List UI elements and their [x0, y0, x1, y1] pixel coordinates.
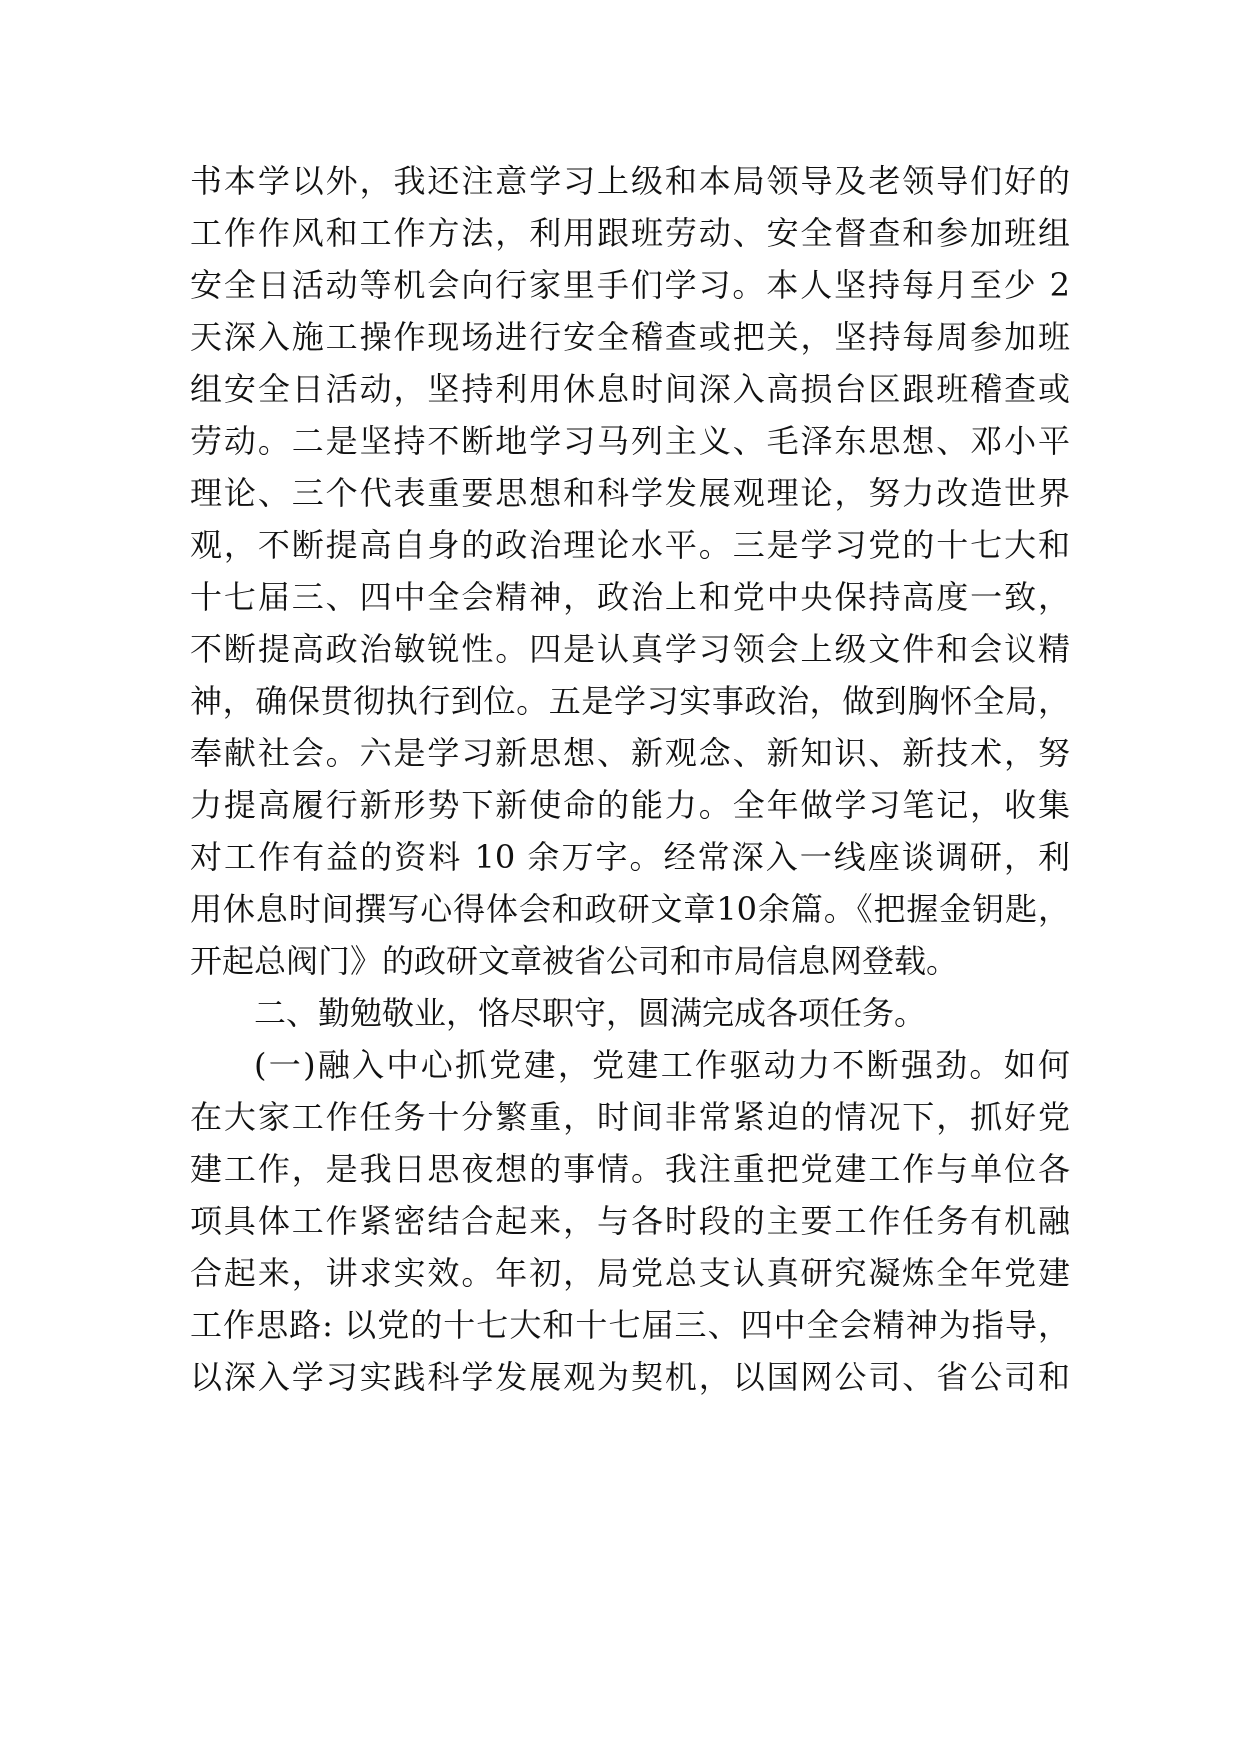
text-line: (一)融入中心抓党建，党建工作驱动力不断强劲。如何: [254, 1046, 1070, 1084]
text-line: 合起来，讲求实效。年初，局党总支认真研究凝炼全年党建: [190, 1254, 1070, 1292]
text-line: 项具体工作紧密结合起来，与各时段的主要工作任务有机融: [190, 1202, 1070, 1240]
text-line: 开起总阀门》的政研文章被省公司和市局信息网登载。: [190, 942, 959, 980]
text-line: 工作思路: 以党的十七大和十七届三、四中全会精神为指导，: [190, 1306, 1070, 1344]
text-line: 奉献社会。六是学习新思想、新观念、新知识、新技术，努: [190, 734, 1070, 772]
text-line: 以深入学习实践科学发展观为契机，以国网公司、省公司和: [190, 1358, 1070, 1396]
paragraph-party-building: [190, 1039, 1070, 1403]
heading-line: 二、勤勉敬业，恪尽职守，圆满完成各项任务。: [254, 994, 927, 1032]
text-line: 安全日活动等机会向行家里手们学习。本人坚持每月至少 2: [190, 266, 1070, 304]
text-line: 观，不断提高自身的政治理论水平。三是学习党的十七大和: [190, 526, 1070, 564]
text-line: 理论、三个代表重要思想和科学发展观理论，努力改造世界: [190, 474, 1070, 512]
text-line: 不断提高政治敏锐性。四是认真学习领会上级文件和会议精: [190, 630, 1070, 668]
text-line: 在大家工作任务十分繁重，时间非常紧迫的情况下，抓好党: [190, 1098, 1070, 1136]
paragraph-study: [190, 155, 1070, 987]
text-line: 工作作风和工作方法，利用跟班劳动、安全督查和参加班组: [190, 214, 1070, 252]
text-line: 建工作，是我日思夜想的事情。我注重把党建工作与单位各: [190, 1150, 1070, 1188]
text-line: 天深入施工操作现场进行安全稽查或把关，坚持每周参加班: [190, 318, 1070, 356]
text-line: 书本学以外，我还注意学习上级和本局领导及老领导们好的: [190, 162, 1070, 200]
section-heading: [190, 987, 1070, 1039]
text-line: 劳动。二是坚持不断地学习马列主义、毛泽东思想、邓小平: [190, 422, 1070, 460]
text-line: 对工作有益的资料 10 余万字。经常深入一线座谈调研，利: [190, 838, 1070, 876]
text-line: 十七届三、四中全会精神，政治上和党中央保持高度一致，: [190, 578, 1070, 616]
text-line: 组安全日活动，坚持利用休息时间深入高损台区跟班稽查或: [190, 370, 1070, 408]
text-line: 力提高履行新形势下新使命的能力。全年做学习笔记，收集: [190, 786, 1070, 824]
text-line: 用休息时间撰写心得体会和政研文章10余篇。《把握金钥匙，: [190, 890, 1070, 928]
text-line: 神，确保贯彻执行到位。五是学习实事政治，做到胸怀全局，: [190, 682, 1070, 720]
document-body: [190, 155, 1070, 1403]
